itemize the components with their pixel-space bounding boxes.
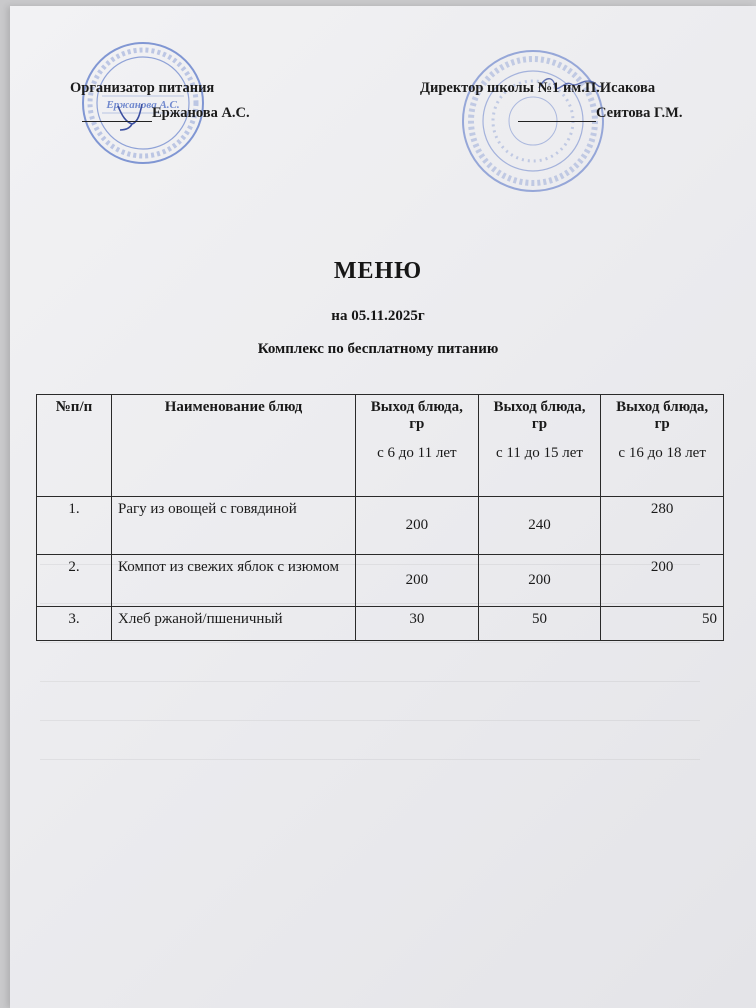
row-name: Рагу из овощей с говядиной [112, 497, 356, 555]
header-col1-title: Выход блюда, гр [370, 399, 463, 432]
stamp-left-text: Ержанова А.С. [106, 99, 180, 111]
approval-right-name: Сеитова Г.М. [596, 105, 683, 121]
row-num: 3. [37, 607, 112, 641]
approval-right-role: Директор школы №1 им.П.Исакова [420, 80, 656, 96]
row-v3: 50 [601, 607, 724, 641]
table-row [37, 497, 724, 555]
document-title: МЕНЮ [333, 258, 423, 284]
header-col3 [601, 395, 724, 497]
row-num: 2. [37, 555, 112, 607]
document-date: на 05.11.2025г [331, 308, 425, 324]
menu-table [36, 394, 724, 641]
approval-left [70, 80, 250, 122]
row-num: 1. [37, 497, 112, 555]
approval-right [420, 80, 683, 122]
header-col3-title: Выход блюда, гр [616, 399, 709, 432]
document-subtitle: Комплекс по бесплатному питанию [257, 341, 499, 357]
header-name: Наименование блюд [112, 395, 356, 497]
row-v2: 200 [478, 555, 601, 607]
row-v2: 240 [478, 497, 601, 555]
row-v3: 200 [601, 555, 724, 607]
row-v2: 50 [478, 607, 601, 641]
header-col2-sub: с 11 до 15 лет [496, 445, 583, 461]
table-header-row [37, 395, 724, 497]
header-col3-sub: с 16 до 18 лет [618, 445, 706, 461]
header-num: №п/п [37, 395, 112, 497]
approval-left-name: Ержанова А.С. [152, 105, 250, 121]
table-row [37, 555, 724, 607]
row-v3: 280 [601, 497, 724, 555]
row-name: Хлеб ржаной/пшеничный [112, 607, 356, 641]
header-col2 [478, 395, 601, 497]
signature-line-left [82, 104, 152, 122]
row-v1: 200 [356, 497, 479, 555]
row-v1: 30 [356, 607, 479, 641]
row-v1: 200 [356, 555, 479, 607]
approval-left-role: Организатор питания [70, 80, 215, 96]
header-col1-sub: с 6 до 11 лет [377, 445, 457, 461]
row-name: Компот из свежих яблок с изюмом [112, 555, 356, 607]
table-row [37, 607, 724, 641]
signature-line-right [518, 104, 596, 122]
header-col2-title: Выход блюда, гр [493, 399, 586, 432]
header-col1 [356, 395, 479, 497]
